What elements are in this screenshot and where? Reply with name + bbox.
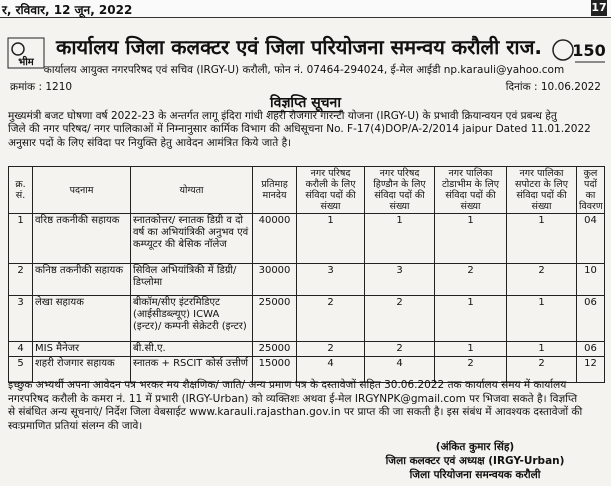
- cell-sn: 4: [9, 342, 33, 357]
- cell-qualification: स्नातकोत्तर/ स्नातक डिग्री व दो वर्ष का अभियांत्रिकी अनुभव एवं कम्प्यूटर की बेसिक नॉलेज: [131, 214, 253, 264]
- cell-total: 06: [577, 342, 605, 357]
- footer-line: स्वःप्रमाणित प्रतियां संलग्न की जावे।: [8, 419, 143, 432]
- cell-todabhim: 1: [435, 342, 507, 357]
- table-row: [9, 264, 605, 296]
- cell-hindaun: 2: [365, 342, 435, 357]
- table-row: [9, 214, 605, 264]
- cell-karauli: 2: [297, 342, 365, 357]
- logo-right-text: 150: [572, 41, 606, 60]
- office-contact: कार्यालय आयुक्त नगरपरिषद एवं सचिव (IRGY-U) करौली, फोन नं. 07464-294024, ई-मेल आईडी np.karauli@yahoo.com: [43, 64, 565, 76]
- cell-post: वरिष्ठ तकनीकी सहायक: [33, 214, 131, 264]
- cell-todabhim: 2: [435, 357, 507, 383]
- cell-qualification: सिविल अभियांत्रिकी में डिग्री/ डिप्लोमा: [131, 264, 253, 296]
- cell-qualification: स्नातक + RSCIT कोर्स उत्तीर्ण: [131, 357, 253, 383]
- signature-block: [360, 440, 590, 482]
- cell-post: MIS मैनेजर: [33, 342, 131, 357]
- cell-salary: 25000: [253, 296, 297, 342]
- cell-total: 10: [577, 264, 605, 296]
- header-sapotra: नगर पालिका सपोटरा के लिए संविदा पदों की संख्या: [507, 167, 577, 214]
- cell-sapotra: 1: [507, 296, 577, 342]
- page-number: 17: [591, 1, 607, 14]
- footer-line: नगरपरिषद करौली के कमरा नं. 11 में प्रभारी (IRGY-Urban) को व्यक्तिशः अथवा ई-मेल IRGYNPK@gmail.com पर भिजवा सकते है। विज्ञप्ति: [8, 392, 578, 405]
- header-karauli: नगर परिषद करौली के लिए संविदा पदों की संख्या: [297, 167, 365, 214]
- cell-qualification: बीकॉम/सीए इंटरमिडिएट (आईसीडब्ल्यूए) ICWA (इन्टर)/ कम्पनी सेक्रेटरी (इन्टर): [131, 296, 253, 342]
- cell-salary: 30000: [253, 264, 297, 296]
- cell-karauli: 4: [297, 357, 365, 383]
- header-qualification: योग्यता: [131, 167, 253, 214]
- table-row: [9, 296, 605, 342]
- signatory-role-2: जिला परियोजना समन्वयक करौली: [409, 469, 541, 481]
- cell-post: लेखा सहायक: [33, 296, 131, 342]
- cell-post: शहरी रोजगार सहायक: [33, 357, 131, 383]
- header-sn: क्र. सं.: [9, 167, 33, 214]
- cell-post: कनिष्ठ तकनीकी सहायक: [33, 264, 131, 296]
- newspaper-topbar: [0, 0, 611, 18]
- cell-total: 12: [577, 357, 605, 383]
- notice-title-text: विज्ञप्ति सूचना: [270, 95, 341, 111]
- cell-karauli: 2: [297, 296, 365, 342]
- header-todabhim: नगर पालिका टोडाभीम के लिए संविदा पदों की संख्या: [435, 167, 507, 214]
- intro-line: जिले की नगर परिषद/ नगर पालिकाओं में निम्नानुसार कार्मिक विभाग की अधिसूचना No. F-17(4)DOP/A-2/2014 jaipur Dated 11.01.2022: [8, 123, 591, 136]
- logo-left-text: भीम: [18, 57, 34, 68]
- office-title: कार्यालय जिला कलक्टर एवं जिला परियोजना समन्वय करौली राज.: [55, 35, 543, 59]
- intro-line: अनुसार पदों के लिए संविदा पर नियुक्ति हेतु आवेदन आमंत्रित किये जाते है।: [8, 136, 292, 149]
- header-salary: प्रतिमाह मानदेय: [253, 167, 297, 214]
- cell-karauli: 1: [297, 214, 365, 264]
- cell-qualification: बी.सी.ए.: [131, 342, 253, 357]
- cell-sn: 5: [9, 357, 33, 383]
- cell-hindaun: 3: [365, 264, 435, 296]
- cell-karauli: 3: [297, 264, 365, 296]
- cell-sn: 2: [9, 264, 33, 296]
- reference-number: क्रमांक : 1210: [10, 81, 73, 93]
- footer-line: से संबंधित अन्य सूचनाएं/ निर्देश जिला वेबसाईट www.karauli.rajasthan.gov.in पर प्राप्त की जा सकती है। इस संबंध में आवश्यक दस्तावेजों की: [8, 406, 583, 419]
- table-header-row: [9, 167, 605, 214]
- cell-total: 06: [577, 296, 605, 342]
- signatory-role: जिला कलक्टर एवं अध्यक्ष (IRGY-Urban): [385, 455, 565, 467]
- cell-sapotra: 2: [507, 264, 577, 296]
- cell-todabhim: 1: [435, 296, 507, 342]
- header-hindaun: नगर परिषद हिण्डौन के लिए संविदा पदों की संख्या: [365, 167, 435, 214]
- cell-salary: 40000: [253, 214, 297, 264]
- posts-table: [8, 166, 605, 383]
- signatory-name: (अंकित कुमार सिंह): [435, 441, 515, 453]
- cell-hindaun: 2: [365, 296, 435, 342]
- notice-intro: [8, 110, 604, 150]
- notice-date: दिनांक : 10.06.2022: [505, 81, 601, 93]
- cell-salary: 25000: [253, 342, 297, 357]
- application-instructions: [8, 379, 604, 433]
- header-post: पदनाम: [33, 167, 131, 214]
- cell-hindaun: 4: [365, 357, 435, 383]
- cell-todabhim: 1: [435, 214, 507, 264]
- cell-total: 04: [577, 214, 605, 264]
- cell-sn: 1: [9, 214, 33, 264]
- header-total: कुल पदों का विवरण: [577, 167, 605, 214]
- cell-hindaun: 1: [365, 214, 435, 264]
- table-row: [9, 342, 605, 357]
- cell-sapotra: 1: [507, 342, 577, 357]
- cell-todabhim: 2: [435, 264, 507, 296]
- newspaper-date: र, रविवार, 12 जून, 2022: [2, 3, 133, 17]
- footer-line: इच्छुक अभ्यर्थी अपना आवेदन पत्र भरकर मय शैक्षणिक/ जाति/ अन्य प्रमाण पत्र के दस्तावेजों सहित 30.06.2022 तक कार्यालय समय में कार्यालय: [8, 379, 567, 391]
- cell-salary: 15000: [253, 357, 297, 383]
- cell-sn: 3: [9, 296, 33, 342]
- intro-line: मुख्यमंत्री बजट घोषणा वर्ष 2022-23 के अन्तर्गत लागू इंदिरा गांधी शहरी रोजगार गारन्टी योजना (IRGY-U) के प्रभावी क्रियान्वयन एवं प्रबन्ध हेतु: [8, 110, 557, 122]
- cell-sapotra: 2: [507, 357, 577, 383]
- cell-sapotra: 1: [507, 214, 577, 264]
